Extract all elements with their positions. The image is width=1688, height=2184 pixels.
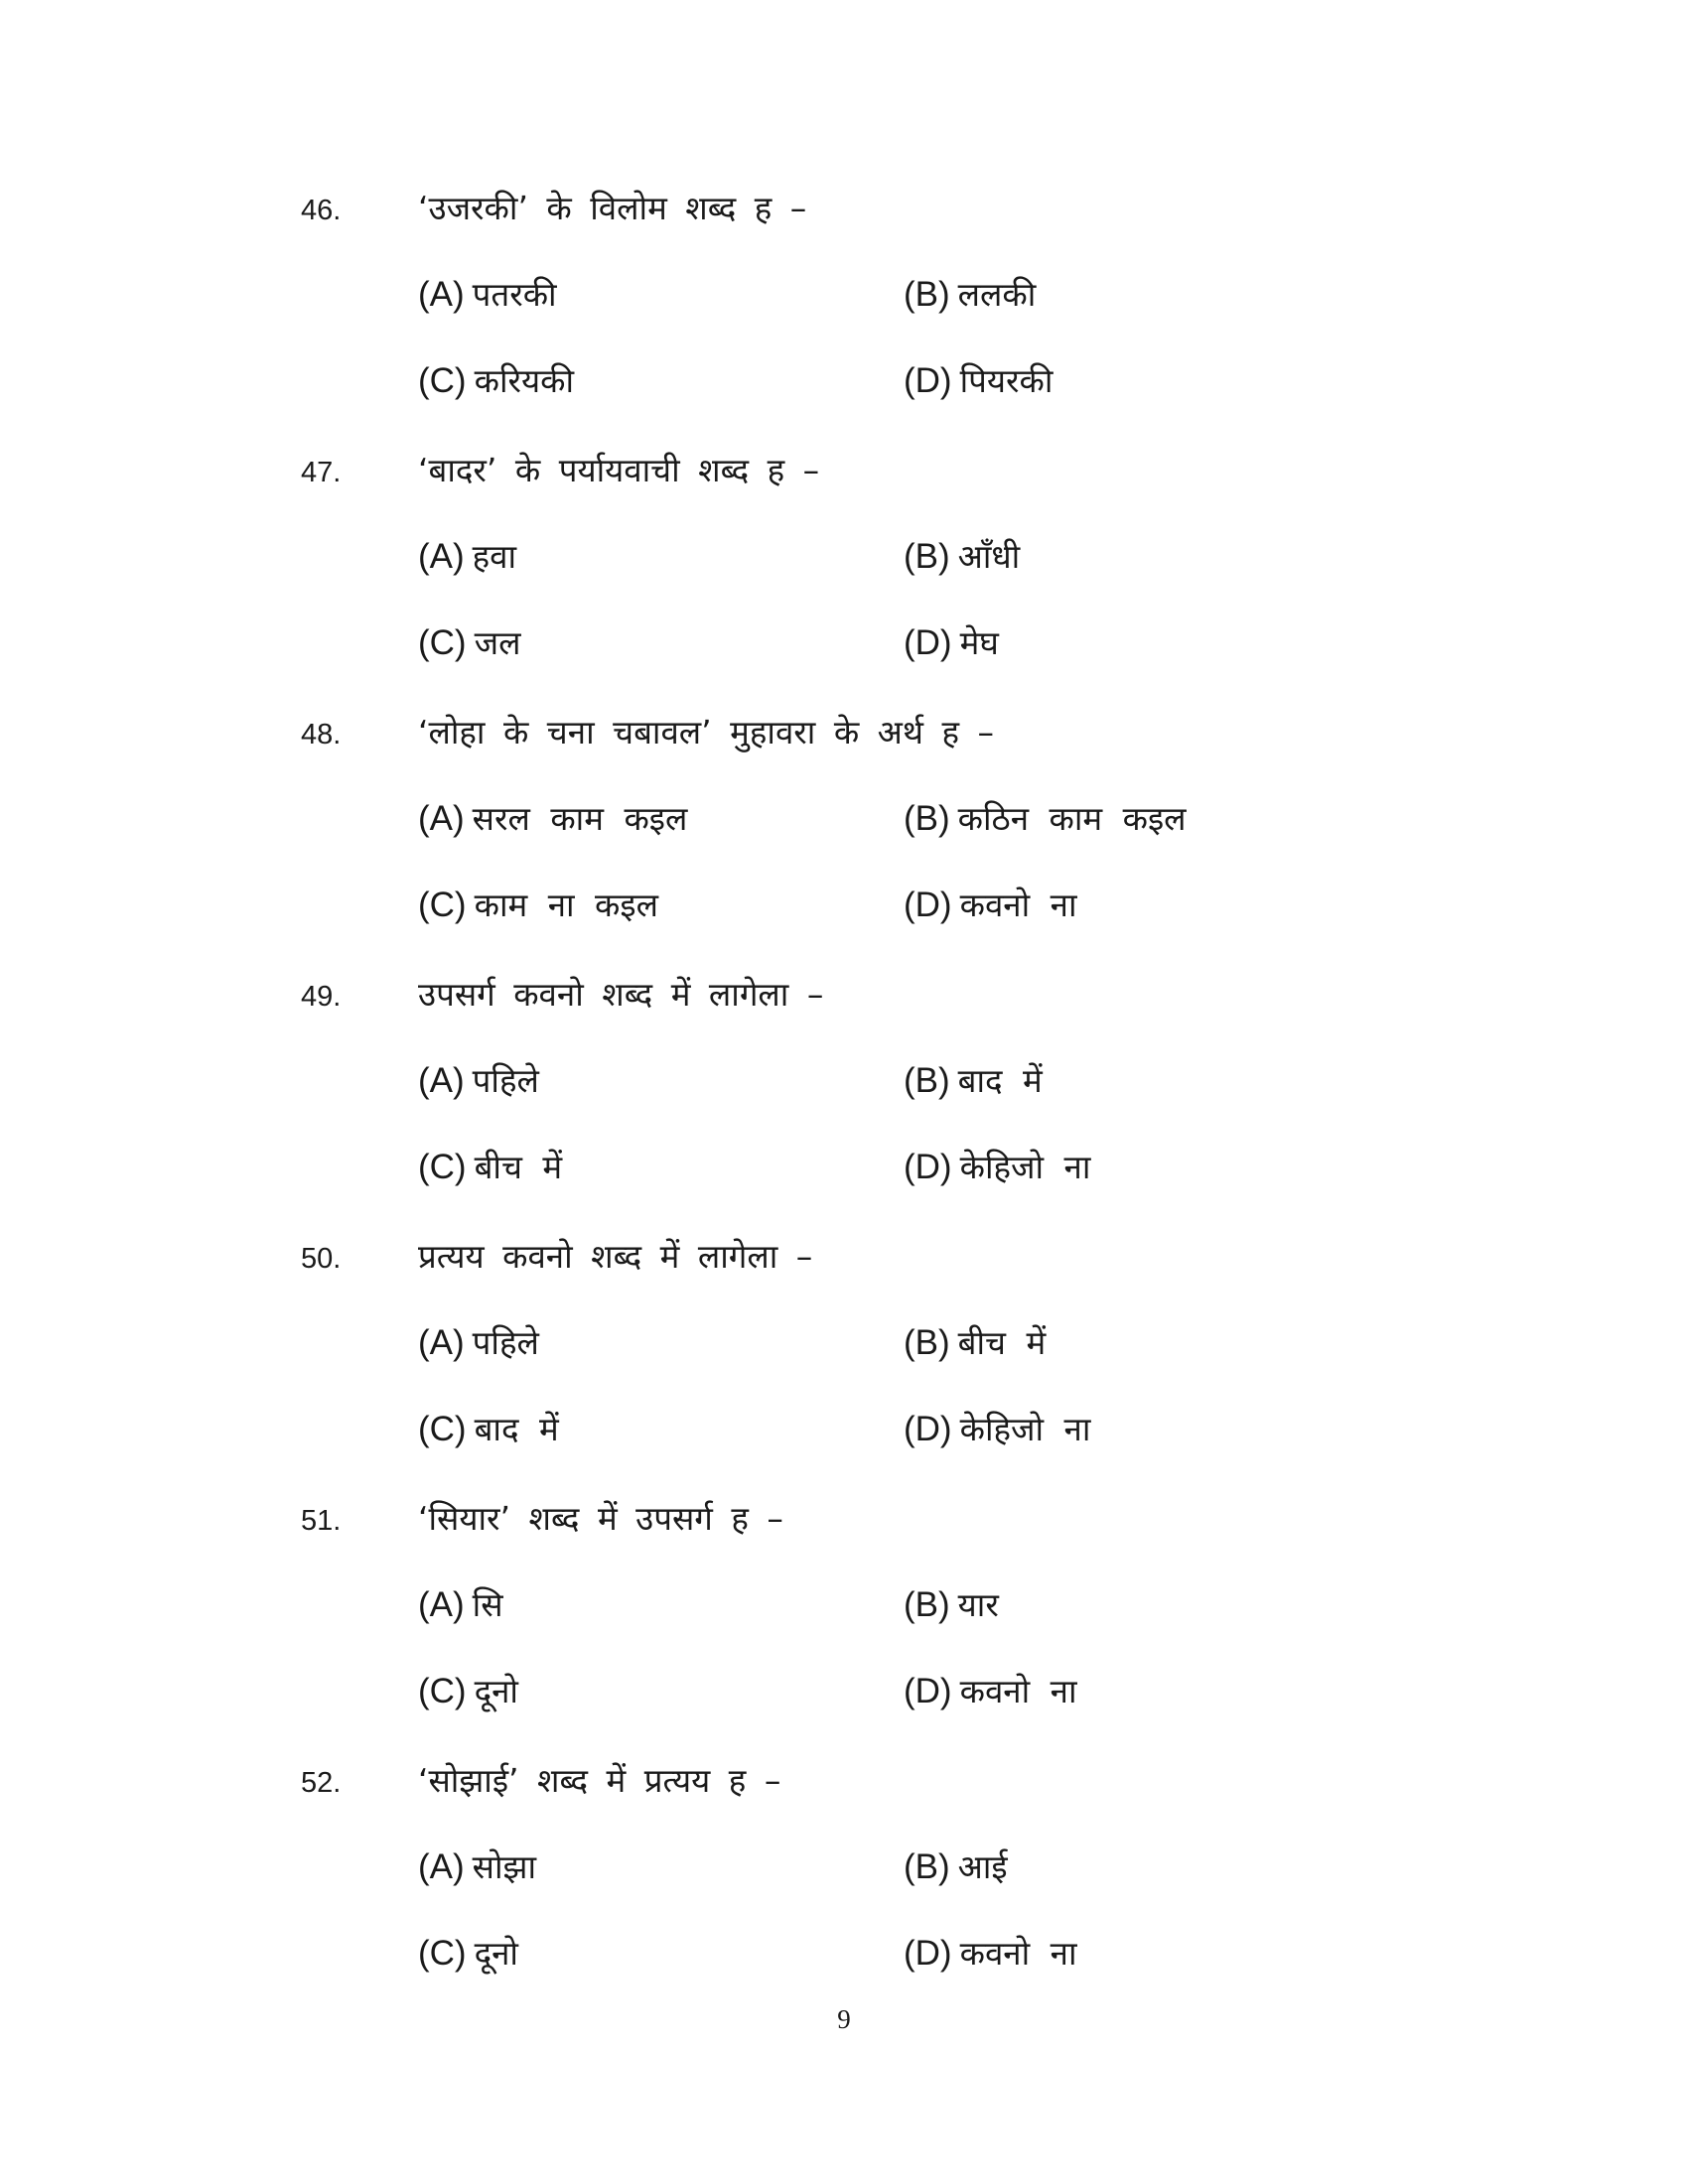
question-48 <box>0 713 1688 975</box>
option-b <box>904 1843 1008 1891</box>
option-text: कवनो ना <box>959 886 1077 924</box>
option-label: (A) <box>418 1847 465 1886</box>
question-number: 47. <box>301 457 342 488</box>
question-number: 49. <box>301 981 342 1013</box>
option-label: (D) <box>904 623 952 662</box>
option-text: पहिले <box>472 1061 539 1100</box>
page-number: 9 <box>837 2004 851 2034</box>
option-d <box>904 1930 1077 1978</box>
question-text: उपसर्ग कवनो शब्द में लागेला – <box>418 975 824 1014</box>
option-b <box>904 271 1036 319</box>
option-label: (A) <box>418 799 465 838</box>
question-text: ‘लोहा के चना चबावल’ मुहावरा के अर्थ ह – <box>418 713 994 751</box>
option-label: (A) <box>418 1061 465 1100</box>
option-label: (C) <box>418 1148 467 1186</box>
option-a <box>418 1843 536 1891</box>
question-52 <box>0 1761 1688 2023</box>
option-label: (D) <box>904 1148 952 1186</box>
option-text: करियकी <box>474 361 575 400</box>
option-text: जल <box>474 623 521 662</box>
option-d <box>904 619 999 667</box>
option-label: (D) <box>904 1672 952 1710</box>
option-text: केहिजो ना <box>959 1148 1091 1186</box>
option-a <box>418 533 516 581</box>
question-number: 48. <box>301 719 342 751</box>
option-label: (B) <box>904 1585 950 1624</box>
option-label: (A) <box>418 275 465 314</box>
option-c <box>418 619 520 667</box>
option-text: बाद में <box>474 1410 559 1448</box>
option-d <box>904 882 1077 929</box>
option-label: (D) <box>904 1934 952 1973</box>
option-text: कवनो ना <box>959 1672 1077 1710</box>
option-text: दूनो <box>474 1672 518 1710</box>
option-text: आई <box>957 1847 1008 1886</box>
option-text: कठिन काम कइल <box>957 799 1187 838</box>
question-51 <box>0 1499 1688 1761</box>
option-d <box>904 1668 1077 1715</box>
option-c <box>418 357 574 405</box>
option-text: केहिजो ना <box>959 1410 1091 1448</box>
option-a <box>418 1319 539 1367</box>
option-label: (C) <box>418 1672 467 1710</box>
option-text: सोझा <box>472 1847 537 1886</box>
option-label: (B) <box>904 1061 950 1100</box>
question-number: 50. <box>301 1243 342 1275</box>
option-text: मेघ <box>959 623 999 662</box>
option-d <box>904 1144 1090 1191</box>
option-text: ललकी <box>957 275 1037 314</box>
option-text: पियरकी <box>959 361 1054 400</box>
question-text: प्रत्यय कवनो शब्द में लागेला – <box>418 1237 813 1276</box>
option-label: (D) <box>904 361 952 400</box>
option-label: (C) <box>418 886 467 924</box>
option-text: बीच में <box>474 1148 563 1186</box>
option-label: (B) <box>904 1323 950 1362</box>
option-label: (B) <box>904 799 950 838</box>
option-b <box>904 1581 999 1629</box>
option-label: (D) <box>904 886 952 924</box>
option-label: (C) <box>418 361 467 400</box>
option-text: सि <box>472 1585 503 1624</box>
option-c <box>418 1668 518 1715</box>
option-c <box>418 1144 562 1191</box>
question-text: ‘उजरकी’ के विलोम शब्द ह – <box>418 189 807 227</box>
option-d <box>904 1406 1090 1453</box>
option-label: (C) <box>418 1410 467 1448</box>
option-text: बाद में <box>957 1061 1043 1100</box>
question-50 <box>0 1237 1688 1499</box>
option-label: (B) <box>904 537 950 576</box>
option-a <box>418 1581 503 1629</box>
option-text: कवनो ना <box>959 1934 1077 1973</box>
option-label: (C) <box>418 1934 467 1973</box>
question-text: ‘सोझाई’ शब्द में प्रत्यय ह – <box>418 1761 781 1800</box>
option-a <box>418 271 557 319</box>
option-text: सरल काम कइल <box>472 799 688 838</box>
option-b <box>904 1057 1043 1105</box>
option-text: पहिले <box>472 1323 539 1362</box>
option-a <box>418 1057 539 1105</box>
option-label: (B) <box>904 1847 950 1886</box>
question-number: 46. <box>301 195 342 226</box>
option-text: बीच में <box>957 1323 1047 1362</box>
option-c <box>418 882 658 929</box>
option-a <box>418 795 687 843</box>
option-text: काम ना कइल <box>474 886 658 924</box>
option-text: यार <box>957 1585 999 1624</box>
option-text: हवा <box>472 537 517 576</box>
question-49 <box>0 975 1688 1237</box>
option-label: (D) <box>904 1410 952 1448</box>
option-label: (A) <box>418 1323 465 1362</box>
option-d <box>904 357 1053 405</box>
option-c <box>418 1406 559 1453</box>
question-number: 51. <box>301 1505 342 1537</box>
option-b <box>904 1319 1046 1367</box>
question-number: 52. <box>301 1767 342 1799</box>
question-46 <box>0 189 1688 451</box>
option-label: (A) <box>418 537 465 576</box>
option-b <box>904 533 1020 581</box>
question-text: ‘सियार’ शब्द में उपसर्ग ह – <box>418 1499 783 1538</box>
option-text: पतरकी <box>472 275 557 314</box>
question-47 <box>0 451 1688 713</box>
option-c <box>418 1930 518 1978</box>
option-label: (C) <box>418 623 467 662</box>
option-b <box>904 795 1187 843</box>
option-text: आँधी <box>957 537 1021 576</box>
option-label: (B) <box>904 275 950 314</box>
question-text: ‘बादर’ के पर्यायवाची शब्द ह – <box>418 451 820 489</box>
option-label: (A) <box>418 1585 465 1624</box>
option-text: दूनो <box>474 1934 518 1973</box>
